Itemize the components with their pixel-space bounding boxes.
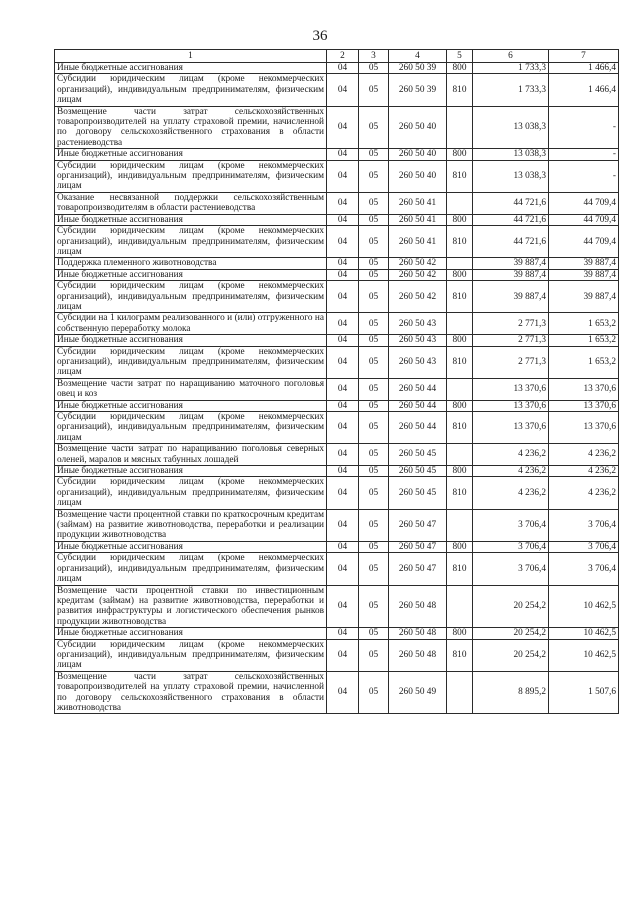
cell-amount-2: 13 370,6 xyxy=(549,412,619,444)
cell-amount-2: 4 236,2 xyxy=(549,477,619,509)
cell-amount-1: 13 370,6 xyxy=(473,378,549,400)
cell-name: Субсидии юридическим лицам (кроме некоммерческих организаций), индивидуальным предпринимателям, физическим лицам xyxy=(55,160,327,192)
cell-section: 04 xyxy=(327,281,359,313)
cell-name: Иные бюджетные ассигнования xyxy=(55,149,327,160)
cell-section: 04 xyxy=(327,628,359,639)
cell-target-article: 260 50 39 xyxy=(389,74,447,106)
cell-subsection: 05 xyxy=(359,192,389,214)
cell-target-article: 260 50 48 xyxy=(389,639,447,671)
cell-section: 04 xyxy=(327,412,359,444)
cell-name: Иные бюджетные ассигнования xyxy=(55,400,327,411)
cell-target-article: 260 50 41 xyxy=(389,192,447,214)
cell-target-article: 260 50 39 xyxy=(389,63,447,74)
cell-expense-type: 810 xyxy=(447,346,473,378)
cell-amount-1: 3 706,4 xyxy=(473,553,549,585)
table-row xyxy=(55,477,619,509)
cell-amount-2: 3 706,4 xyxy=(549,553,619,585)
cell-name: Субсидии на 1 килограмм реализованного и (или) отгруженного на собственную переработку молока xyxy=(55,313,327,335)
cell-subsection: 05 xyxy=(359,335,389,346)
cell-target-article: 260 50 45 xyxy=(389,466,447,477)
cell-target-article: 260 50 41 xyxy=(389,226,447,258)
cell-amount-1: 13 038,3 xyxy=(473,149,549,160)
table-row xyxy=(55,269,619,280)
header-cell-subsection: 3 xyxy=(359,50,389,63)
cell-expense-type: 810 xyxy=(447,477,473,509)
cell-section: 04 xyxy=(327,400,359,411)
cell-section: 04 xyxy=(327,671,359,714)
cell-expense-type: 800 xyxy=(447,466,473,477)
cell-section: 04 xyxy=(327,214,359,225)
cell-name: Возмещение части затрат сельскохозяйственных товаропроизводителей на уплату страховой премии, начисленной по договору сельскохозяйственного страхования в области животноводства xyxy=(55,671,327,714)
cell-name: Иные бюджетные ассигнования xyxy=(55,214,327,225)
cell-amount-1: 1 733,3 xyxy=(473,63,549,74)
cell-target-article: 260 50 40 xyxy=(389,160,447,192)
cell-target-article: 260 50 47 xyxy=(389,509,447,541)
cell-expense-type: 800 xyxy=(447,269,473,280)
cell-subsection: 05 xyxy=(359,149,389,160)
cell-expense-type: 810 xyxy=(447,74,473,106)
cell-amount-1: 4 236,2 xyxy=(473,477,549,509)
cell-amount-1: 39 887,4 xyxy=(473,269,549,280)
cell-expense-type: 800 xyxy=(447,63,473,74)
cell-amount-2: 1 466,4 xyxy=(549,74,619,106)
table-row xyxy=(55,553,619,585)
cell-subsection: 05 xyxy=(359,269,389,280)
cell-amount-1: 8 895,2 xyxy=(473,671,549,714)
cell-expense-type: 810 xyxy=(447,281,473,313)
table-row xyxy=(55,412,619,444)
cell-target-article: 260 50 49 xyxy=(389,671,447,714)
cell-amount-2: 4 236,2 xyxy=(549,444,619,466)
cell-expense-type: 800 xyxy=(447,541,473,552)
cell-amount-1: 4 236,2 xyxy=(473,466,549,477)
cell-amount-1: 4 236,2 xyxy=(473,444,549,466)
cell-section: 04 xyxy=(327,335,359,346)
cell-expense-type: 800 xyxy=(447,214,473,225)
cell-section: 04 xyxy=(327,269,359,280)
cell-subsection: 05 xyxy=(359,671,389,714)
cell-expense-type xyxy=(447,192,473,214)
cell-section: 04 xyxy=(327,192,359,214)
table-row xyxy=(55,671,619,714)
cell-amount-1: 2 771,3 xyxy=(473,313,549,335)
cell-expense-type: 810 xyxy=(447,639,473,671)
cell-section: 04 xyxy=(327,553,359,585)
cell-name: Поддержка племенного животноводства xyxy=(55,258,327,269)
cell-subsection: 05 xyxy=(359,74,389,106)
cell-amount-2: 3 706,4 xyxy=(549,509,619,541)
cell-amount-2: 13 370,6 xyxy=(549,400,619,411)
table-row xyxy=(55,335,619,346)
cell-subsection: 05 xyxy=(359,466,389,477)
cell-section: 04 xyxy=(327,509,359,541)
cell-amount-2: 10 462,5 xyxy=(549,585,619,628)
cell-expense-type xyxy=(447,509,473,541)
cell-target-article: 260 50 48 xyxy=(389,628,447,639)
table-row xyxy=(55,192,619,214)
table-row xyxy=(55,444,619,466)
cell-target-article: 260 50 48 xyxy=(389,585,447,628)
cell-name: Иные бюджетные ассигнования xyxy=(55,541,327,552)
cell-target-article: 260 50 44 xyxy=(389,400,447,411)
cell-amount-2: 10 462,5 xyxy=(549,628,619,639)
table-row xyxy=(55,313,619,335)
cell-amount-1: 20 254,2 xyxy=(473,585,549,628)
cell-subsection: 05 xyxy=(359,106,389,149)
cell-section: 04 xyxy=(327,346,359,378)
cell-amount-2: 44 709,4 xyxy=(549,226,619,258)
cell-expense-type xyxy=(447,258,473,269)
table-row xyxy=(55,585,619,628)
table-row xyxy=(55,628,619,639)
cell-name: Иные бюджетные ассигнования xyxy=(55,269,327,280)
cell-section: 04 xyxy=(327,258,359,269)
cell-section: 04 xyxy=(327,106,359,149)
cell-expense-type xyxy=(447,106,473,149)
cell-section: 04 xyxy=(327,160,359,192)
cell-subsection: 05 xyxy=(359,281,389,313)
header-cell-name: 1 xyxy=(55,50,327,63)
cell-target-article: 260 50 44 xyxy=(389,412,447,444)
cell-expense-type: 810 xyxy=(447,553,473,585)
table-row xyxy=(55,281,619,313)
cell-subsection: 05 xyxy=(359,412,389,444)
cell-target-article: 260 50 40 xyxy=(389,106,447,149)
cell-amount-1: 44 721,6 xyxy=(473,192,549,214)
cell-name: Оказание несвязанной поддержки сельскохозяйственным товаропроизводителям в области растениеводства xyxy=(55,192,327,214)
table-row xyxy=(55,214,619,225)
cell-expense-type: 810 xyxy=(447,226,473,258)
cell-expense-type xyxy=(447,585,473,628)
cell-amount-1: 39 887,4 xyxy=(473,281,549,313)
cell-name: Иные бюджетные ассигнования xyxy=(55,335,327,346)
cell-target-article: 260 50 42 xyxy=(389,281,447,313)
table-row xyxy=(55,149,619,160)
table-row xyxy=(55,160,619,192)
table-row xyxy=(55,346,619,378)
cell-amount-2: - xyxy=(549,106,619,149)
table-row xyxy=(55,74,619,106)
cell-amount-1: 44 721,6 xyxy=(473,214,549,225)
cell-expense-type: 810 xyxy=(447,412,473,444)
header-cell-target-article: 4 xyxy=(389,50,447,63)
cell-section: 04 xyxy=(327,226,359,258)
budget-table xyxy=(54,49,619,714)
cell-subsection: 05 xyxy=(359,477,389,509)
header-cell-section: 2 xyxy=(327,50,359,63)
cell-target-article: 260 50 42 xyxy=(389,258,447,269)
cell-amount-1: 13 038,3 xyxy=(473,160,549,192)
cell-subsection: 05 xyxy=(359,541,389,552)
cell-target-article: 260 50 41 xyxy=(389,214,447,225)
cell-amount-2: 1 653,2 xyxy=(549,346,619,378)
cell-name: Иные бюджетные ассигнования xyxy=(55,628,327,639)
cell-amount-2: 1 653,2 xyxy=(549,335,619,346)
cell-amount-1: 13 038,3 xyxy=(473,106,549,149)
cell-amount-2: 1 507,6 xyxy=(549,671,619,714)
cell-subsection: 05 xyxy=(359,628,389,639)
table-row xyxy=(55,541,619,552)
header-cell-amount-1: 6 xyxy=(473,50,549,63)
cell-target-article: 260 50 45 xyxy=(389,477,447,509)
cell-section: 04 xyxy=(327,444,359,466)
cell-amount-1: 1 733,3 xyxy=(473,74,549,106)
cell-amount-1: 20 254,2 xyxy=(473,628,549,639)
cell-name: Иные бюджетные ассигнования xyxy=(55,466,327,477)
cell-amount-2: 39 887,4 xyxy=(549,258,619,269)
cell-name: Иные бюджетные ассигнования xyxy=(55,63,327,74)
cell-name: Субсидии юридическим лицам (кроме некоммерческих организаций), индивидуальным предпринимателям, физическим лицам xyxy=(55,412,327,444)
cell-section: 04 xyxy=(327,639,359,671)
table-row xyxy=(55,509,619,541)
cell-amount-2: 3 706,4 xyxy=(549,541,619,552)
cell-subsection: 05 xyxy=(359,378,389,400)
cell-amount-1: 13 370,6 xyxy=(473,400,549,411)
table-row xyxy=(55,226,619,258)
cell-target-article: 260 50 43 xyxy=(389,335,447,346)
cell-section: 04 xyxy=(327,74,359,106)
cell-target-article: 260 50 42 xyxy=(389,269,447,280)
table-row xyxy=(55,639,619,671)
table-body xyxy=(55,63,619,714)
cell-section: 04 xyxy=(327,149,359,160)
table-row xyxy=(55,378,619,400)
page-number: 36 xyxy=(312,28,328,44)
cell-target-article: 260 50 47 xyxy=(389,541,447,552)
cell-amount-2: - xyxy=(549,149,619,160)
cell-section: 04 xyxy=(327,585,359,628)
cell-amount-1: 39 887,4 xyxy=(473,258,549,269)
cell-expense-type xyxy=(447,444,473,466)
cell-target-article: 260 50 44 xyxy=(389,378,447,400)
table-row xyxy=(55,106,619,149)
cell-target-article: 260 50 45 xyxy=(389,444,447,466)
cell-subsection: 05 xyxy=(359,639,389,671)
cell-name: Возмещение части процентной ставки по краткосрочным кредитам (займам) на развитие животноводства, переработки и реализации продукции животноводства xyxy=(55,509,327,541)
cell-expense-type xyxy=(447,378,473,400)
table-row xyxy=(55,63,619,74)
cell-amount-1: 3 706,4 xyxy=(473,509,549,541)
cell-subsection: 05 xyxy=(359,226,389,258)
cell-amount-2: 44 709,4 xyxy=(549,214,619,225)
cell-subsection: 05 xyxy=(359,553,389,585)
cell-amount-1: 2 771,3 xyxy=(473,335,549,346)
cell-amount-1: 3 706,4 xyxy=(473,541,549,552)
cell-expense-type: 800 xyxy=(447,400,473,411)
cell-section: 04 xyxy=(327,477,359,509)
cell-subsection: 05 xyxy=(359,258,389,269)
cell-target-article: 260 50 43 xyxy=(389,346,447,378)
cell-subsection: 05 xyxy=(359,214,389,225)
table-row xyxy=(55,258,619,269)
cell-expense-type: 800 xyxy=(447,335,473,346)
cell-subsection: 05 xyxy=(359,63,389,74)
cell-expense-type: 810 xyxy=(447,160,473,192)
cell-amount-2: 44 709,4 xyxy=(549,192,619,214)
cell-section: 04 xyxy=(327,541,359,552)
cell-subsection: 05 xyxy=(359,509,389,541)
cell-name: Возмещение части процентной ставки по инвестиционным кредитам (займам) на развитие животноводства, переработки и развития инфраструктуры и логистического обеспечения рынков продукции животноводства xyxy=(55,585,327,628)
cell-amount-2: 1 653,2 xyxy=(549,313,619,335)
cell-subsection: 05 xyxy=(359,585,389,628)
cell-expense-type: 800 xyxy=(447,628,473,639)
header-row xyxy=(55,50,619,63)
cell-expense-type: 800 xyxy=(447,149,473,160)
cell-amount-2: 13 370,6 xyxy=(549,378,619,400)
cell-section: 04 xyxy=(327,63,359,74)
cell-section: 04 xyxy=(327,313,359,335)
cell-expense-type xyxy=(447,313,473,335)
cell-amount-2: - xyxy=(549,160,619,192)
cell-amount-1: 44 721,6 xyxy=(473,226,549,258)
cell-expense-type xyxy=(447,671,473,714)
cell-amount-1: 13 370,6 xyxy=(473,412,549,444)
table-row xyxy=(55,466,619,477)
cell-name: Возмещение части затрат сельскохозяйственных товаропроизводителей на уплату страховой премии, начисленной по договору сельскохозяйственного страхования в области растениеводства xyxy=(55,106,327,149)
cell-amount-2: 39 887,4 xyxy=(549,269,619,280)
header-cell-expense-type: 5 xyxy=(447,50,473,63)
cell-section: 04 xyxy=(327,378,359,400)
cell-name: Субсидии юридическим лицам (кроме некоммерческих организаций), индивидуальным предпринимателям, физическим лицам xyxy=(55,281,327,313)
cell-subsection: 05 xyxy=(359,160,389,192)
cell-target-article: 260 50 47 xyxy=(389,553,447,585)
cell-name: Субсидии юридическим лицам (кроме некоммерческих организаций), индивидуальным предпринимателям, физическим лицам xyxy=(55,477,327,509)
cell-amount-2: 1 466,4 xyxy=(549,63,619,74)
cell-target-article: 260 50 43 xyxy=(389,313,447,335)
cell-amount-2: 39 887,4 xyxy=(549,281,619,313)
cell-amount-1: 20 254,2 xyxy=(473,639,549,671)
cell-name: Субсидии юридическим лицам (кроме некоммерческих организаций), индивидуальным предпринимателям, физическим лицам xyxy=(55,639,327,671)
cell-name: Возмещение части затрат по наращиванию маточного поголовья овец и коз xyxy=(55,378,327,400)
cell-amount-1: 2 771,3 xyxy=(473,346,549,378)
cell-target-article: 260 50 40 xyxy=(389,149,447,160)
header-cell-amount-2: 7 xyxy=(549,50,619,63)
cell-name: Субсидии юридическим лицам (кроме некоммерческих организаций), индивидуальным предпринимателям, физическим лицам xyxy=(55,74,327,106)
cell-subsection: 05 xyxy=(359,444,389,466)
cell-amount-2: 4 236,2 xyxy=(549,466,619,477)
cell-name: Субсидии юридическим лицам (кроме некоммерческих организаций), индивидуальным предпринимателям, физическим лицам xyxy=(55,553,327,585)
cell-name: Субсидии юридическим лицам (кроме некоммерческих организаций), индивидуальным предпринимателям, физическим лицам xyxy=(55,346,327,378)
cell-subsection: 05 xyxy=(359,313,389,335)
cell-name: Возмещение части затрат по наращиванию поголовья северных оленей, маралов и мясных табунных лошадей xyxy=(55,444,327,466)
cell-subsection: 05 xyxy=(359,400,389,411)
table-row xyxy=(55,400,619,411)
cell-section: 04 xyxy=(327,466,359,477)
cell-amount-2: 10 462,5 xyxy=(549,639,619,671)
cell-subsection: 05 xyxy=(359,346,389,378)
cell-name: Субсидии юридическим лицам (кроме некоммерческих организаций), индивидуальным предпринимателям, физическим лицам xyxy=(55,226,327,258)
